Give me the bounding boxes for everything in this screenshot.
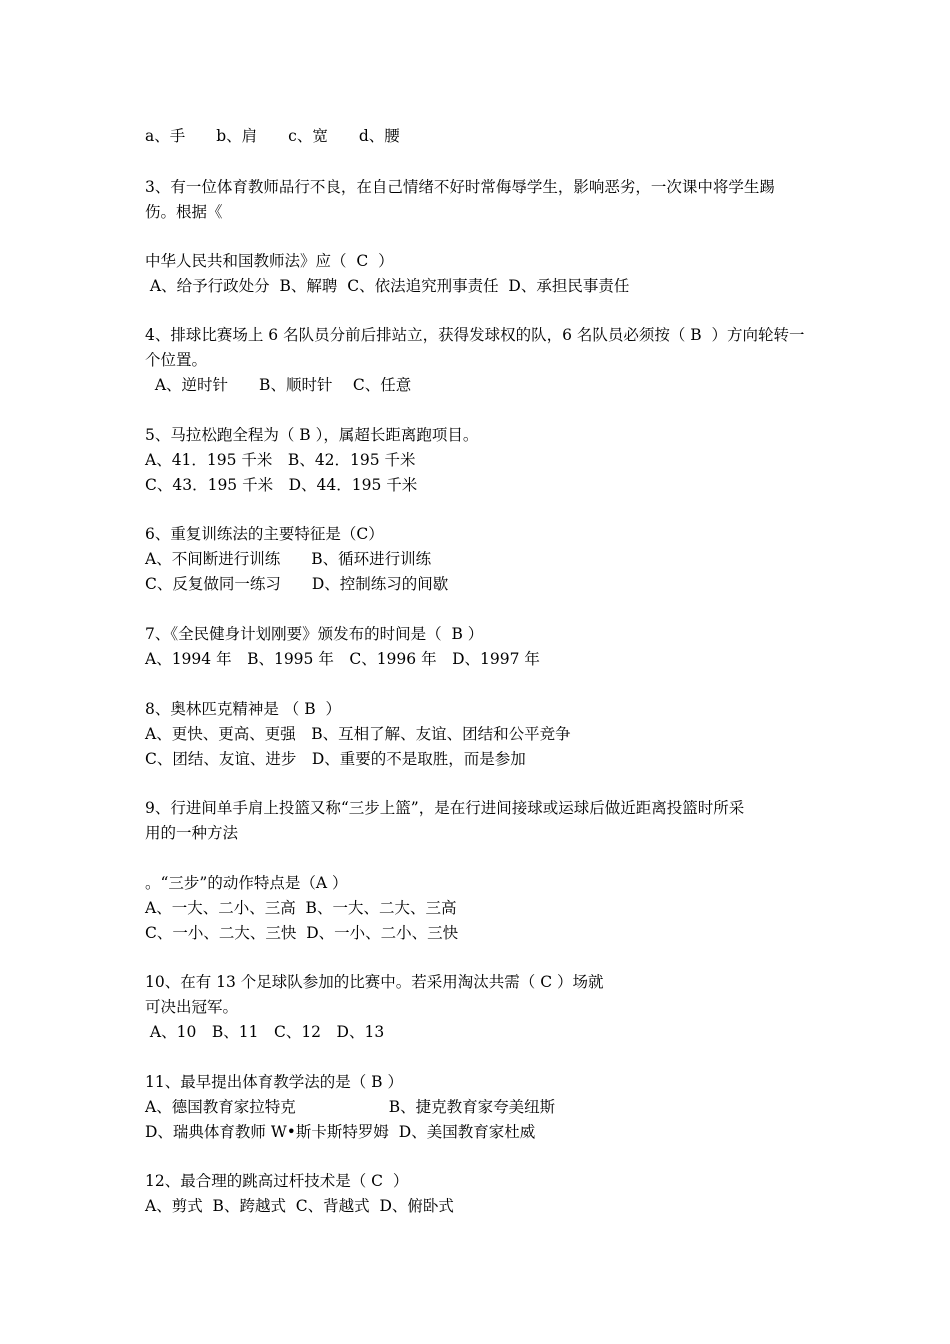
question-4-text-cont: 个位置。	[145, 351, 208, 369]
question-11-text: 11、最早提出体育教学法的是（ B ）	[145, 1073, 403, 1091]
question-3-options: A、给予行政处分 B、解聘 C、依法追究刑事责任 D、承担民事责任	[145, 277, 630, 295]
question-5-options: A、41．195 千米 B、42．195 千米	[145, 451, 416, 469]
question-8-options: A、更快、更高、更强 B、互相了解、友谊、团结和公平竞争	[145, 725, 571, 743]
question-9-text-cont: 用的一种方法	[145, 824, 239, 842]
question-8-options: C、团结、友谊、进步 D、重要的不是取胜，而是参加	[145, 750, 526, 768]
question-9-options: A、一大、二小、三高 B、一大、二大、三高	[145, 899, 457, 917]
option-line: a、手 b、肩 c、宽 d、腰	[145, 127, 400, 145]
question-12-text: 12、最合理的跳高过杆技术是（ C ）	[145, 1172, 409, 1190]
question-11-options: A、德国教育家拉特克 B、捷克教育家夸美纽斯	[145, 1098, 556, 1116]
question-9-options: C、一小、二大、三快 D、一小、二小、三快	[145, 924, 459, 942]
question-4-options: A、逆时针 B、顺时针 C、任意	[145, 376, 412, 394]
question-4-text: 4、排球比赛场上 6 名队员分前后排站立，获得发球权的队，6 名队员必须按（ B ）方向轮转一	[145, 326, 805, 344]
question-3-text-cont: 中华人民共和国教师法》应（ C ）	[145, 252, 394, 270]
question-7-options: A、1994 年 B、1995 年 C、1996 年 D、1997 年	[145, 650, 540, 668]
question-6-options: C、反复做同一练习 D、控制练习的间歇	[145, 575, 449, 593]
question-11-options: D、瑞典体育教师 W•斯卡斯特罗姆 D、美国教育家杜威	[145, 1123, 536, 1141]
question-10-options: A、10 B、11 C、12 D、13	[145, 1023, 385, 1041]
question-9-text: 9、行进间单手肩上投篮又称“三步上篮”，是在行进间接球或运球后做近距离投篮时所采	[145, 799, 745, 817]
question-9-text-cont: 。“三步”的动作特点是（A ）	[145, 874, 348, 892]
question-5-options: C、43．195 千米 D、44．195 千米	[145, 476, 418, 494]
question-10-text: 10、在有 13 个足球队参加的比赛中。若采用淘汰共需（ C ）场就	[145, 973, 604, 991]
question-3-text-cont: 伤。根据《	[145, 203, 223, 221]
question-6-options: A、不间断进行训练 B、循环进行训练	[145, 550, 432, 568]
question-7-text: 7、《全民健身计划刚要》颁发布的时间是（ B ）	[145, 625, 484, 643]
question-5-text: 5、马拉松跑全程为（ B ），属超长距离跑项目。	[145, 426, 479, 444]
question-10-text-cont: 可决出冠军。	[145, 998, 239, 1016]
question-3-text: 3、有一位体育教师品行不良，在自己情绪不好时常侮辱学生，影响恶劣，一次课中将学生踢	[145, 178, 775, 196]
question-6-text: 6、重复训练法的主要特征是（C）	[145, 525, 384, 543]
question-8-text: 8、奥林匹克精神是 （ B ）	[145, 700, 341, 718]
question-12-options: A、剪式 B、跨越式 C、背越式 D、俯卧式	[145, 1197, 454, 1215]
